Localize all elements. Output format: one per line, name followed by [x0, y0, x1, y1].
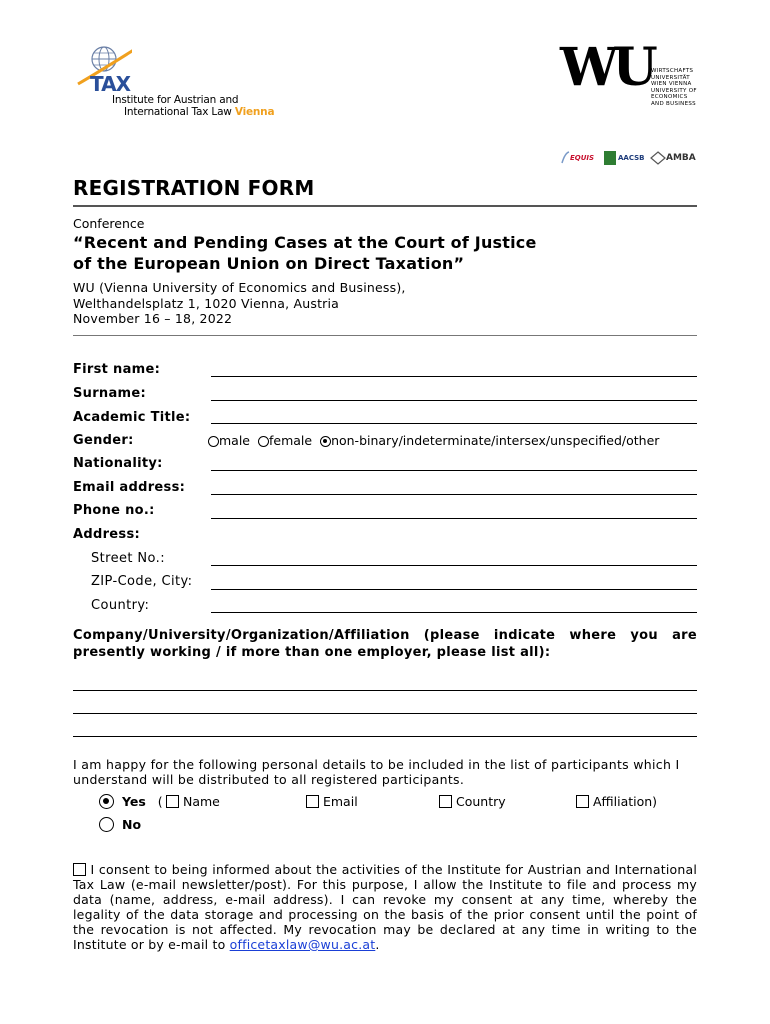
company-field-line-3[interactable]: [73, 736, 697, 737]
address-label: Address:: [73, 527, 140, 542]
tax-institute-logo: [72, 42, 275, 122]
company-field-line-2[interactable]: [73, 713, 697, 714]
participant-no-label: No: [121, 817, 142, 832]
phone-label: Phone no.:: [73, 503, 155, 518]
detail-affiliation-checkbox[interactable]: [576, 795, 589, 808]
detail-country-option[interactable]: Country: [439, 794, 506, 809]
participant-list-consent: [73, 758, 697, 787]
conference-title: “Recent and Pending Cases at the Court of Justice of the European Union on Direct Taxation”: [73, 233, 537, 273]
form-title: REGISTRATION FORM: [73, 176, 315, 200]
gender-male-radio[interactable]: [208, 436, 219, 447]
gender-label: Gender:: [73, 433, 134, 448]
participant-no-radio[interactable]: [99, 817, 114, 832]
participant-yes-radio[interactable]: [99, 794, 114, 809]
amba-diamond-icon: [650, 151, 666, 165]
conference-venue: WU (Vienna University of Economics and Business), Welthandelsplatz 1, 1020 Vienna, Austria November 16 – 18, 2022: [73, 280, 406, 326]
newsletter-end: .: [375, 937, 380, 952]
gender-other-radio[interactable]: [320, 436, 331, 447]
zip-city-field[interactable]: [211, 589, 697, 590]
title-divider: [73, 205, 697, 207]
newsletter-text: I consent to being informed about the activities of the Institute for Austrian and International Tax Law (e-mail newsletter/post). For this purpose, I allow the Institute to file and process my data (name, address, e-mail address). I can revoke my consent at any time, whereby the legality of the data storage and processing on the basis of the prior consent until the point of the revocation is not affected. My revocation may be declared at any time in writing to the Institute or by e-mail to: [73, 862, 697, 952]
surname-field[interactable]: [211, 400, 697, 401]
country-field[interactable]: [211, 612, 697, 613]
participant-yes-row: [99, 794, 163, 809]
wu-logo: [560, 37, 700, 114]
detail-name-option[interactable]: Name: [166, 794, 220, 809]
participant-yes-label: Yes: [121, 794, 146, 809]
wu-logo-mark: WU: [560, 37, 652, 98]
participant-no-row: [99, 817, 141, 832]
newsletter-checkbox[interactable]: [73, 863, 86, 876]
academic-title-label: Academic Title:: [73, 410, 191, 425]
detail-email-checkbox[interactable]: [306, 795, 319, 808]
tax-logo-abbr: TAX: [90, 72, 130, 96]
open-paren: (: [157, 794, 163, 809]
tax-logo-line2: International Tax Law Vienna: [124, 106, 275, 118]
amba-badge: AMBA: [650, 148, 696, 168]
detail-country-checkbox[interactable]: [439, 795, 452, 808]
street-label: Street No.:: [91, 551, 165, 566]
nationality-label: Nationality:: [73, 456, 163, 471]
equis-badge: EQUIS: [560, 148, 594, 168]
newsletter-consent: [73, 862, 697, 952]
academic-title-field[interactable]: [211, 423, 697, 424]
detail-name-checkbox[interactable]: [166, 795, 179, 808]
tax-logo-city: Vienna: [234, 106, 275, 118]
conference-label: Conference: [73, 216, 145, 231]
surname-label: Surname:: [73, 386, 147, 401]
participant-list-text: I am happy for the following personal details to be included in the list of participants which I understand will be distributed to all registered participants.: [73, 757, 680, 787]
tax-logo-line1: Institute for Austrian and: [112, 94, 239, 106]
email-label: Email address:: [73, 480, 186, 495]
wu-logo-text: WIRTSCHAFTS UNIVERSITÄT WIEN VIENNA UNIVERSITY OF ECONOMICS AND BUSINESS: [651, 68, 697, 107]
nationality-field[interactable]: [211, 470, 697, 471]
aacsb-icon: [604, 151, 616, 165]
gender-options: [208, 433, 663, 448]
company-prompt: Company/University/Organization/Affiliation (please indicate where you are presently working / if more than one employer, please list all):: [73, 628, 697, 660]
detail-affiliation-option[interactable]: Affiliation): [576, 794, 657, 809]
street-field[interactable]: [211, 565, 697, 566]
first-name-field[interactable]: [211, 376, 697, 377]
email-field[interactable]: [211, 494, 697, 495]
phone-field[interactable]: [211, 518, 697, 519]
header-divider: [73, 335, 697, 336]
gender-other-option[interactable]: non-binary/indeterminate/intersex/unspecified/other: [320, 433, 659, 448]
gender-female-radio[interactable]: [258, 436, 269, 447]
equis-swoosh-icon: [560, 151, 570, 165]
gender-male-option[interactable]: male: [208, 433, 250, 448]
gender-female-option[interactable]: female: [258, 433, 312, 448]
aacsb-badge: AACSB: [604, 148, 644, 168]
first-name-label: First name:: [73, 362, 161, 377]
zip-city-label: ZIP-Code, City:: [91, 574, 193, 589]
company-field-line-1[interactable]: [73, 690, 697, 691]
detail-email-option[interactable]: Email: [306, 794, 358, 809]
conference-dates: November 16 – 18, 2022: [73, 311, 233, 326]
country-label: Country:: [91, 598, 150, 613]
accreditation-badges: [560, 148, 700, 170]
institute-email-link[interactable]: officetaxlaw@wu.ac.at: [229, 937, 376, 952]
